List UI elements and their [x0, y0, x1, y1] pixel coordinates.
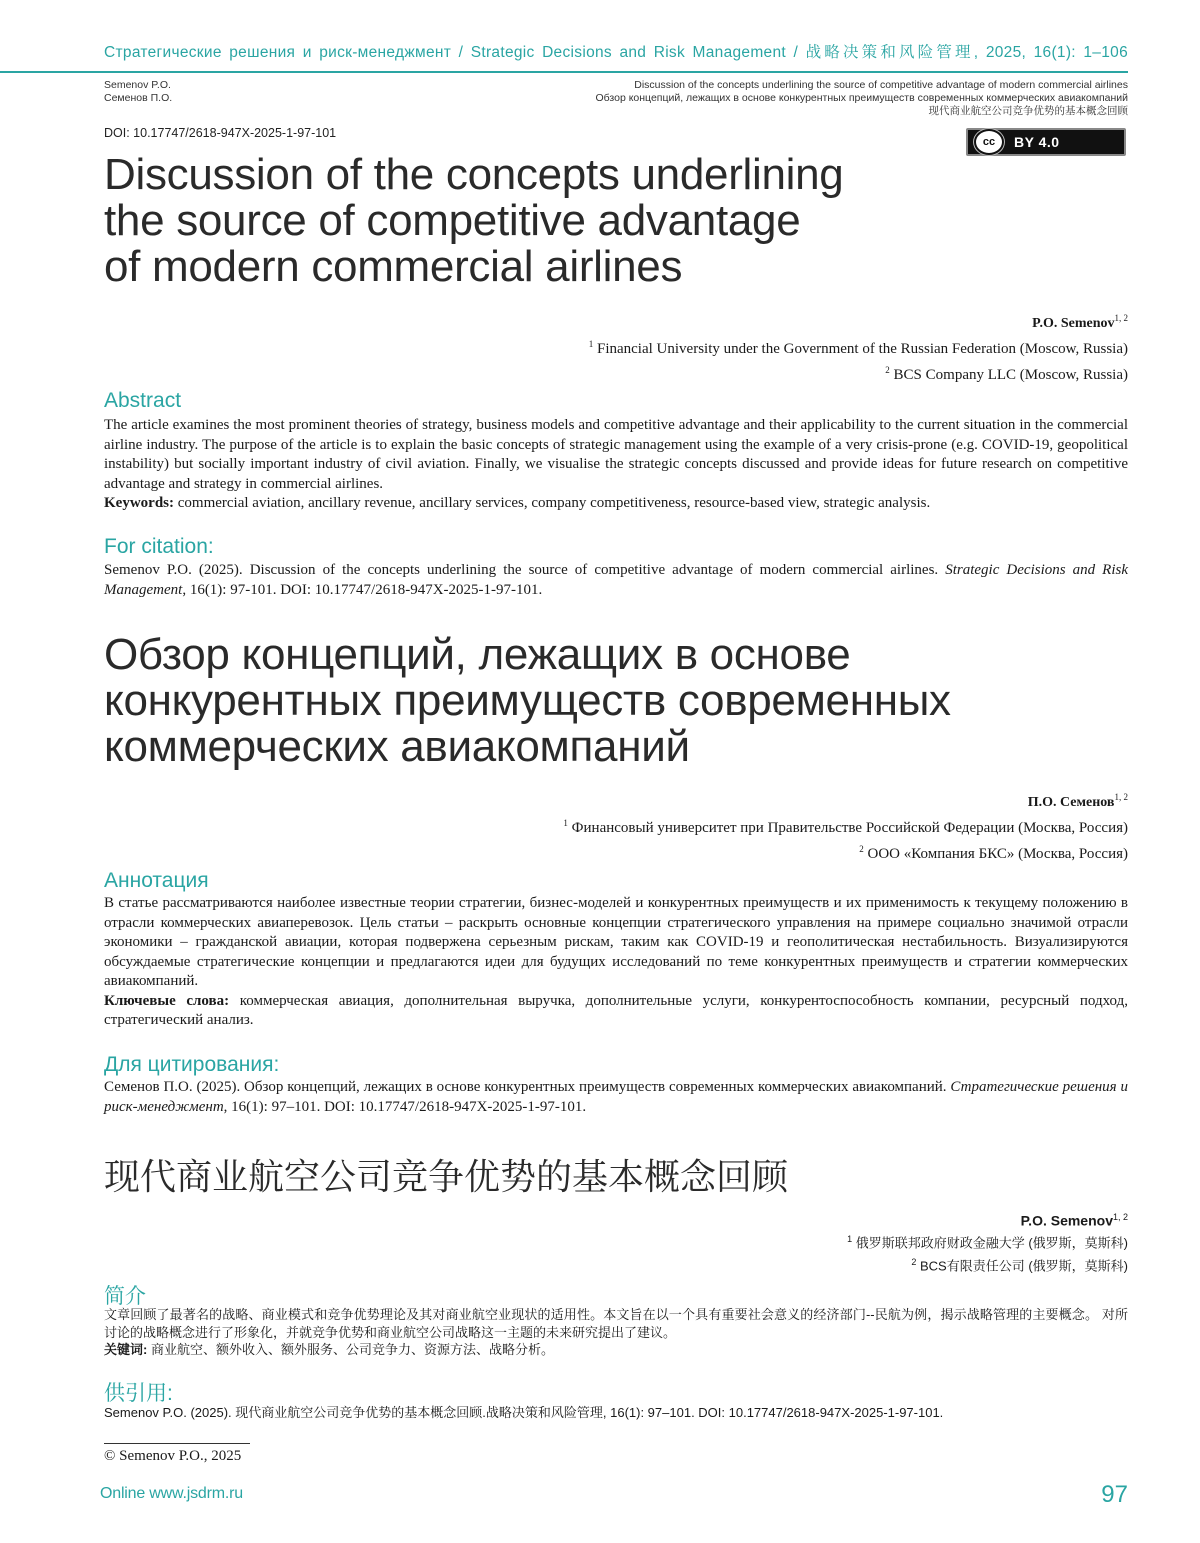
citation-heading-zh: 供引用: [104, 1382, 173, 1405]
aff1-sup-en: 1 [588, 339, 594, 349]
affiliation-2-zh: BCS有限责任公司 (俄罗斯，莫斯科) [919, 1257, 1128, 1273]
abstract-ru [104, 894, 1128, 1031]
running-header-right [595, 79, 1128, 118]
creative-commons-icon: cc [974, 129, 1004, 155]
affiliation-2-ru: ООО «Компания БКС» (Москва, Россия) [867, 846, 1128, 862]
abstract-heading-zh: 简介 [104, 1285, 146, 1308]
citation-text-en: Semenov P.O. (2025). Discussion of the concepts underlining the source of competitive advantage of modern commercial airlines. [104, 562, 946, 578]
title-english [104, 152, 1004, 290]
title-chinese: 现代商业航空公司竞争优势的基本概念回顾 [104, 1156, 789, 1197]
title-russian-line3: коммерческих авиакомпаний [104, 722, 690, 771]
title-russian-line1: Обзор концепций, лежащих в основе [104, 630, 851, 679]
keywords-en: commercial aviation, ancillary revenue, ancillary services, company competitiveness, resource-based view, strategic analysis. [174, 495, 931, 511]
title-russian [104, 632, 1104, 770]
running-header-left [104, 79, 172, 105]
affiliation-1-zh: 俄罗斯联邦政府财政金融大学 (俄罗斯，莫斯科) [855, 1235, 1128, 1251]
keywords-label-zh: 关键词: [104, 1342, 148, 1357]
running-author-ru: Семенов П.О. [104, 92, 173, 104]
title-english-line2: the source of competitive advantage [104, 196, 801, 245]
citation-zh: Semenov P.O. (2025). 现代商业航空公司竞争优势的基本概念回顾.战略决策和风险管理, 16(1): 97–101. DOI: 10.17747/2618-947X-2025-1-97-101. [104, 1405, 944, 1420]
aff1-sup-ru: 1 [563, 818, 568, 828]
citation-journal-en: Strategic Decisions and Risk Management [104, 562, 1128, 598]
abstract-zh [104, 1306, 1128, 1359]
running-title-en: Discussion of the concepts underlining the source of competitive advantage of modern commercial airlines [634, 79, 1128, 91]
keywords-label-ru: Ключевые слова: [104, 992, 230, 1009]
license-text: BY 4.0 [1014, 134, 1060, 150]
abstract-text-ru: В статье рассматриваются наиболее известные теории стратегии, бизнес-моделей и конкурентных преимуществ и их применимость к текущему положению в отрасли коммерческих авиаперевозок. Цель статьи – раскрыть основные концепции стратегического управления на примере социально значимой отрасли экономики – гражданской авиации, которая подвержена серьезным рискам, таким как COVID-19 и геополитическая нестабильность. Визуализируются обсуждаемые стратегические концепции и предлагаются идеи для будущих исследований по теме конкурентных преимуществ и стратегии коммерческих авиакомпаний. [104, 895, 1128, 989]
citation-en [104, 561, 1128, 600]
title-english-line1: Discussion of the concepts underlining [104, 150, 844, 199]
running-title-zh: 现代商业航空公司竞争优势的基本概念回顾 [928, 105, 1128, 117]
citation-tail-ru: , 16(1): 97–101. DOI: 10.17747/2618-947X-2025-1-97-101. [223, 1098, 587, 1115]
affiliation-1-ru: Финансовый университет при Правительстве Российской Федерации (Москва, Россия) [571, 820, 1128, 836]
journal-header [104, 40, 1128, 62]
page-number: 97 [1101, 1481, 1128, 1508]
aff2-sup-ru: 2 [859, 844, 864, 854]
author-block-chinese [847, 1208, 1128, 1275]
citation-heading-en: For citation: [104, 535, 214, 558]
title-russian-line2: конкурентных преимуществ современных [104, 676, 951, 725]
author-block-english [589, 308, 1128, 386]
online-link[interactable]: Online www.jsdrm.ru [100, 1485, 243, 1502]
author-block-russian [563, 787, 1128, 865]
doi: DOI: 10.17747/2618-947X-2025-1-97-101 [104, 126, 337, 140]
keywords-label-en: Keywords: [104, 495, 174, 511]
footnote-divider [104, 1443, 250, 1444]
affiliation-2-en: BCS Company LLC (Moscow, Russia) [893, 367, 1128, 383]
citation-tail-en: , 16(1): 97-101. DOI: 10.17747/2618-947X-2025-1-97-101. [182, 581, 543, 598]
running-author-en: Semenov P.O. [104, 79, 171, 91]
aff2-sup-zh: 2 [911, 1256, 917, 1267]
author-name-zh: P.O. Semenov [1020, 1212, 1113, 1229]
author-sup-ru: 1, 2 [1114, 792, 1128, 802]
affiliation-1-en: Financial University under the Government of the Russian Federation (Moscow, Russia) [596, 341, 1128, 357]
keywords-ru: коммерческая авиация, дополнительная выручка, дополнительные услуги, конкурентоспособность компании, ресурсный подход, стратегический анализ. [104, 992, 1128, 1028]
citation-text-ru: Семенов П.О. (2025). Обзор концепций, лежащих в основе конкурентных преимуществ современных коммерческих авиакомпаний. [104, 1079, 951, 1095]
author-sup-zh: 1, 2 [1112, 1212, 1128, 1222]
citation-heading-ru: Для цитирования: [104, 1053, 280, 1076]
citation-journal-ru: Стратегические решения и риск-менеджмент [104, 1079, 1128, 1115]
aff2-sup-en: 2 [885, 365, 890, 375]
running-title-ru: Обзор концепций, лежащих в основе конкурентных преимуществ современных коммерческих авиакомпаний [595, 92, 1128, 104]
abstract-text-en: The article examines the most prominent theories of strategy, business models and competitive advantage and their applicability to the current situation in the commercial airline industry. The purpose of the article is to explain the basic concepts of strategic management using the example of a very crisis-prone (e.g. COVID-19, geopolitical instability) but socially important industry of civil aviation. Finally, we visualise the strategic concepts discussed and provide ideas for future research on competitive advantage and strategy in commercial airlines. [104, 417, 1128, 492]
journal-header-text: Стратегические решения и риск-менеджмент / Strategic Decisions and Risk Management / 战略决策和风险管理, 2025, 16(1): 1–106 [104, 44, 1128, 61]
keywords-zh: 商业航空、额外收入、额外服务、公司竞争力、资源方法、战略分析。 [147, 1342, 554, 1357]
title-english-line3: of modern commercial airlines [104, 242, 683, 291]
author-name-en: P.O. Semenov [1032, 316, 1115, 331]
citation-ru [104, 1078, 1128, 1117]
header-divider [0, 71, 1128, 73]
abstract-heading-ru: Аннотация [104, 869, 209, 892]
aff1-sup-zh: 1 [847, 1234, 853, 1245]
abstract-en [104, 416, 1128, 514]
abstract-text-zh: 文章回顾了最著名的战略、商业模式和竞争优势理论及其对商业航空业现状的适用性。本文旨在以一个具有重要社会意义的经济部门--民航为例，揭示战略管理的主要概念。 对所讨论的战略概念进行了形象化，并就竞争优势和商业航空公司战略这一主题的未来研究提出了建议。 [104, 1307, 1128, 1340]
author-name-ru: П.О. Семенов [1027, 795, 1115, 810]
copyright: © Semenov P.O., 2025 [104, 1448, 242, 1464]
author-sup-en: 1, 2 [1114, 313, 1128, 323]
abstract-heading-en: Abstract [104, 389, 182, 412]
